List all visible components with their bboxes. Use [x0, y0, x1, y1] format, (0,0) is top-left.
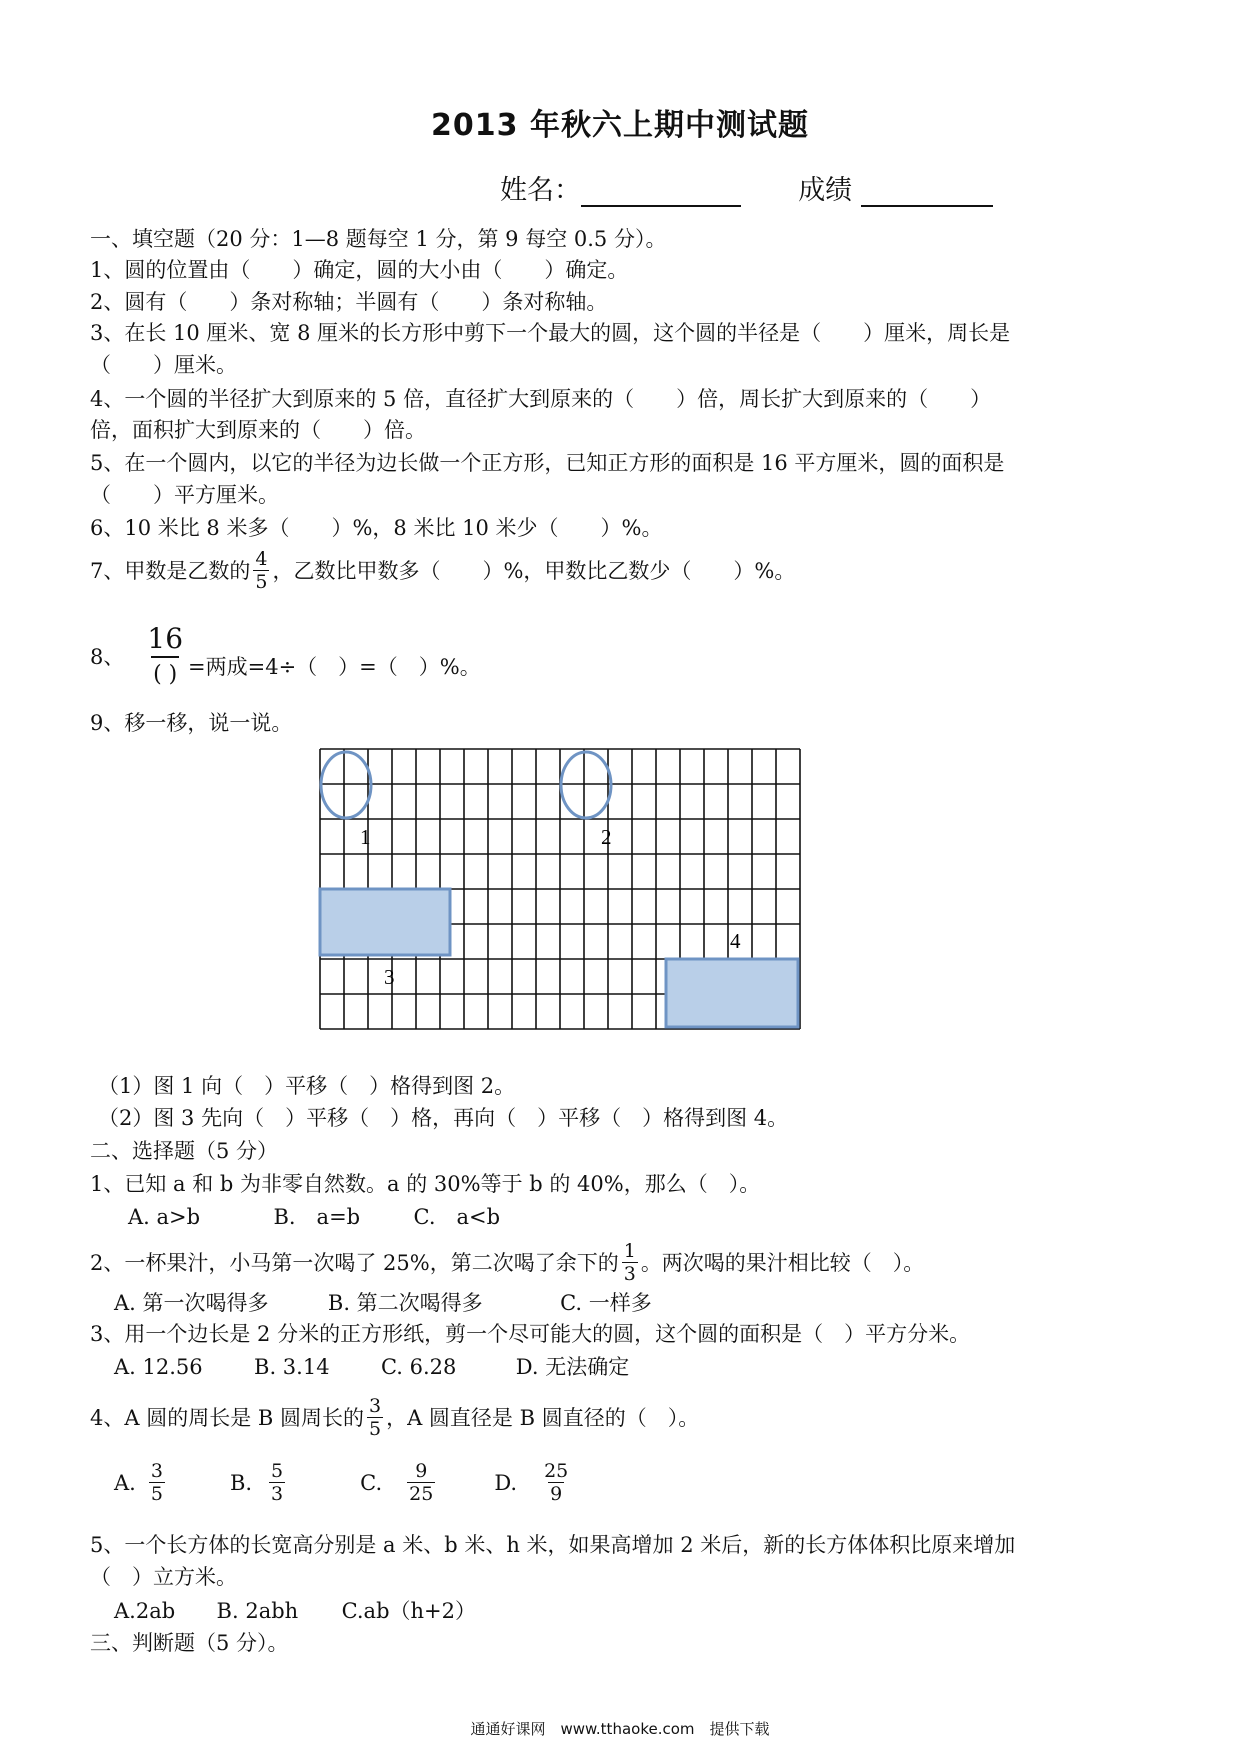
p1-q8-number: 8、 — [90, 645, 125, 669]
fraction-numerator: 5 — [271, 1460, 284, 1482]
part1-heading: 一、填空题（20 分：1—8 题每空 1 分，第 9 每空 0.5 分）。 — [90, 227, 667, 251]
option-b[interactable]: B. 3.14 — [254, 1355, 330, 1379]
option-a[interactable]: A. 第一次喝得多 — [114, 1291, 269, 1315]
figure-label-1: 1 — [360, 825, 371, 849]
fraction-denominator: 25 — [409, 1483, 434, 1505]
option-label: B. — [229, 1470, 253, 1495]
option-d[interactable]: D. 无法确定 — [515, 1355, 630, 1379]
fraction-numerator: 4 — [255, 548, 268, 570]
fraction-denominator: 3 — [623, 1263, 636, 1285]
option-a[interactable]: A.2ab — [114, 1599, 176, 1623]
option-c[interactable]: C. a<b — [413, 1205, 501, 1229]
p1-q6: 6、10 米比 8 米多（ ）%，8 米比 10 米少（ ）%。 — [90, 516, 663, 540]
name-label: 姓名： — [500, 175, 581, 206]
fraction-numerator: 16 — [147, 622, 184, 655]
figure-3-rectangle — [320, 889, 450, 955]
fraction-denominator: 5 — [368, 1418, 382, 1440]
figure-2-oval — [561, 752, 611, 818]
p1-q4-line1: 4、一个圆的半径扩大到原来的 5 倍，直径扩大到原来的（ ）倍，周长扩大到原来的（ ） — [90, 387, 992, 411]
p1-q7-fraction — [253, 548, 269, 593]
p1-q5-line2: （ ）平方厘米。 — [90, 483, 279, 507]
option-b[interactable] — [230, 1460, 288, 1505]
p1-q5-line1: 5、在一个圆内，以它的半径为边长做一个正方形，已知正方形的面积是 16 平方厘米，圆的面积是 — [90, 451, 1005, 475]
p2-q2-fraction — [622, 1240, 638, 1285]
p2-q4-fraction — [367, 1395, 383, 1440]
option-b[interactable]: B. 2abh — [216, 1599, 299, 1623]
fraction-numerator: 9 — [415, 1460, 428, 1482]
part2-heading: 二、选择题（5 分） — [90, 1139, 279, 1163]
footer-credit: 通通好课网 www.tthaoke.com 提供下载 — [470, 1720, 770, 1738]
fraction-denominator: ( ) — [151, 656, 179, 692]
p2-q3-options — [114, 1352, 629, 1382]
p1-q7-pre: 7、甲数是乙数的 — [90, 558, 251, 583]
p2-q4-post: ，A 圆直径是 B 圆直径的（ ）。 — [386, 1405, 700, 1430]
option-a[interactable] — [114, 1460, 168, 1505]
fraction-denominator: 5 — [150, 1483, 163, 1505]
p2-q5-line2: （ ）立方米。 — [90, 1565, 237, 1589]
p2-q5-line1: 5、一个长方体的长宽高分别是 a 米、b 米、h 米，如果高增加 2 米后，新的长方体体积比原来增加 — [90, 1533, 1016, 1557]
fraction-numerator: 3 — [368, 1395, 382, 1417]
p1-q2: 2、圆有（ ）条对称轴；半圆有（ ）条对称轴。 — [90, 290, 608, 314]
figure-4-rectangle — [666, 959, 798, 1027]
figure-1-oval — [321, 752, 371, 818]
option-label: A. — [114, 1470, 136, 1495]
figure-label-3: 3 — [384, 965, 395, 989]
name-blank[interactable] — [581, 181, 741, 207]
fraction-numerator: 25 — [544, 1460, 569, 1482]
p1-q9: 9、移一移，说一说。 — [90, 711, 293, 735]
fraction-denominator: 5 — [255, 571, 268, 593]
option-c[interactable]: C. 6.28 — [380, 1355, 457, 1379]
p1-q8-post: =两成=4÷（ ）=（ ）%。 — [188, 655, 481, 679]
fraction-denominator: 9 — [550, 1483, 563, 1505]
option-fraction — [149, 1460, 165, 1505]
p2-q2-pre: 2、一杯果汁，小马第一次喝了 25%，第二次喝了余下的 — [90, 1250, 619, 1275]
p1-q8 — [90, 622, 481, 692]
option-b[interactable]: B. a=b — [273, 1205, 361, 1229]
option-label: D. — [494, 1470, 518, 1495]
option-fraction — [407, 1460, 435, 1505]
p2-q3: 3、用一个边长是 2 分米的正方形纸，剪一个尽可能大的圆，这个圆的面积是（ ）平方分米。 — [90, 1322, 971, 1346]
p1-q3-line2: （ ）厘米。 — [90, 353, 237, 377]
option-c[interactable]: C. 一样多 — [560, 1291, 652, 1315]
option-fraction — [269, 1460, 285, 1505]
p2-q1: 1、已知 a 和 b 为非零自然数。a 的 30%等于 b 的 40%，那么（ ）。 — [90, 1172, 761, 1196]
p1-q8-fraction — [145, 622, 185, 692]
option-a[interactable]: A. a>b — [128, 1205, 201, 1229]
p2-q5-options — [114, 1596, 476, 1626]
p1-q3-line1: 3、在长 10 厘米、宽 8 厘米的长方形中剪下一个最大的圆，这个圆的半径是（ ）厘米，周长是 — [90, 321, 1011, 345]
option-c[interactable]: C.ab（h+2） — [341, 1599, 477, 1623]
figure-label-2: 2 — [601, 825, 612, 849]
option-label: C. — [360, 1470, 383, 1495]
option-c[interactable] — [360, 1460, 438, 1505]
option-b[interactable]: B. 第二次喝得多 — [327, 1291, 483, 1315]
p2-q4-pre: 4、A 圆的周长是 B 圆周长的 — [90, 1405, 364, 1430]
translation-grid — [318, 748, 858, 1034]
part3-heading: 三、判断题（5 分）。 — [90, 1631, 289, 1655]
p2-q2-options — [114, 1288, 652, 1318]
p2-q4-options — [114, 1460, 573, 1505]
p2-q2 — [90, 1240, 924, 1285]
option-d[interactable] — [494, 1460, 573, 1505]
score-blank[interactable] — [861, 181, 993, 207]
p1-q7-post: ，乙数比甲数多（ ）%，甲数比乙数少（ ）%。 — [272, 558, 796, 583]
option-a[interactable]: A. 12.56 — [114, 1355, 203, 1379]
p2-q1-options — [128, 1202, 500, 1232]
p1-q1: 1、圆的位置由（ ）确定，圆的大小由（ ）确定。 — [90, 258, 629, 282]
p1-q7 — [90, 548, 795, 593]
fraction-denominator: 3 — [271, 1483, 284, 1505]
option-fraction — [542, 1460, 570, 1505]
p1-q9-sub1: （1）图 1 向（ ）平移（ ）格得到图 2。 — [98, 1074, 516, 1098]
score-label: 成绩 — [798, 175, 853, 206]
fraction-numerator: 3 — [150, 1460, 163, 1482]
name-score-bar — [500, 168, 993, 207]
p2-q4 — [90, 1395, 699, 1440]
page-title: 2013 年秋六上期中测试题 — [431, 108, 809, 143]
fraction-numerator: 1 — [623, 1240, 636, 1262]
p1-q4-line2: 倍，面积扩大到原来的（ ）倍。 — [90, 418, 426, 442]
p2-q2-post: 。两次喝的果汁相比较（ ）。 — [640, 1250, 925, 1275]
p1-q9-sub2: （2）图 3 先向（ ）平移（ ）格，再向（ ）平移（ ）格得到图 4。 — [98, 1106, 789, 1130]
figure-label-4: 4 — [730, 929, 741, 953]
